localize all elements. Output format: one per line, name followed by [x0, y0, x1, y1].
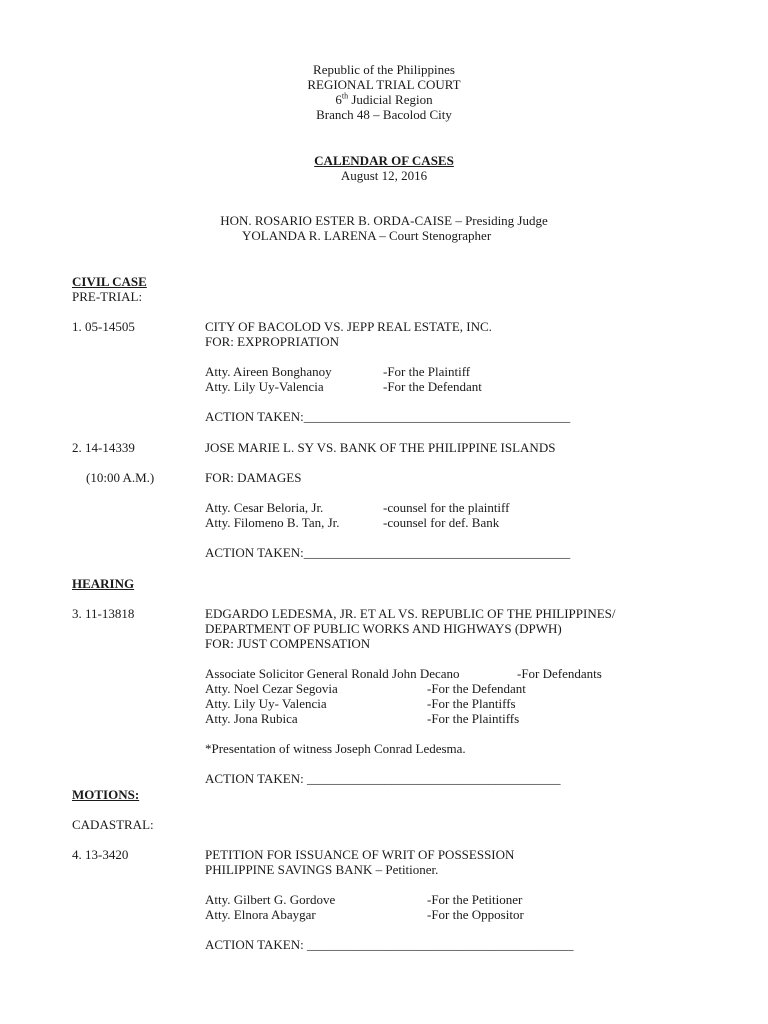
motions-heading: MOTIONS:: [72, 787, 140, 802]
counsel-name: Atty. Aireen Bonghanoy: [205, 364, 332, 379]
counsel-role: -For the Plaintiffs: [427, 711, 520, 726]
case-title-continued: DEPARTMENT OF PUBLIC WORKS AND HIGHWAYS (DPWH): [205, 621, 562, 636]
civil-case-heading: CIVIL CASE: [72, 274, 147, 289]
witness-note: *Presentation of witness Joseph Conrad Ledesma.: [205, 741, 466, 756]
case-nature: FOR: JUST COMPENSATION: [205, 636, 371, 651]
counsel-role: -For the Oppositor: [427, 907, 524, 922]
action-taken-line: ACTION TAKEN:_________________________________________: [205, 545, 571, 560]
region-ordinal: th: [341, 91, 349, 101]
counsel-name: Associate Solicitor General Ronald John Decano: [205, 666, 460, 681]
counsel-role: -counsel for def. Bank: [383, 515, 500, 530]
counsel-name: Atty. Lily Uy-Valencia: [205, 379, 324, 394]
counsel-name: Atty. Cesar Beloria, Jr.: [205, 500, 324, 515]
case-number: 2. 14-14339: [72, 440, 135, 455]
counsel-role: -For the Plaintiff: [383, 364, 471, 379]
counsel-name: Atty. Jona Rubica: [205, 711, 298, 726]
republic-line: Republic of the Philippines: [313, 62, 455, 77]
judicial-region: [0, 92, 768, 107]
counsel-role: -counsel for the plaintiff: [383, 500, 510, 515]
court-stenographer: YOLANDA R. LARENA – Court Stenographer: [242, 228, 492, 243]
counsel-role: -For Defendants: [517, 666, 602, 681]
case-title: JOSE MARIE L. SY VS. BANK OF THE PHILIPPINE ISLANDS: [205, 440, 556, 455]
action-taken-line: ACTION TAKEN:_________________________________________: [205, 409, 571, 424]
case-number: 3. 11-13818: [72, 606, 135, 621]
action-taken-line: ACTION TAKEN: _______________________________________: [205, 771, 561, 786]
case-title: PETITION FOR ISSUANCE OF WRIT OF POSSESSION: [205, 847, 515, 862]
case-number: 4. 13-3420: [72, 847, 129, 862]
presiding-judge: HON. ROSARIO ESTER B. ORDA-CAISE – Presiding Judge: [220, 213, 548, 228]
page-title: CALENDAR OF CASES: [314, 153, 454, 168]
case-number: 1. 05-14505: [72, 319, 135, 334]
counsel-name: Atty. Lily Uy- Valencia: [205, 696, 327, 711]
counsel-name: Atty. Elnora Abaygar: [205, 907, 316, 922]
pre-trial-heading: PRE-TRIAL:: [72, 289, 143, 304]
counsel-name: Atty. Noel Cezar Segovia: [205, 681, 338, 696]
case-time: (10:00 A.M.): [86, 470, 155, 485]
case-title: CITY OF BACOLOD VS. JEPP REAL ESTATE, INC.: [205, 319, 492, 334]
counsel-name: Atty. Filomeno B. Tan, Jr.: [205, 515, 340, 530]
counsel-role: -For the Defendant: [427, 681, 526, 696]
action-taken-line: ACTION TAKEN: _________________________________________: [205, 937, 574, 952]
case-title: EDGARDO LEDESMA, JR. ET AL VS. REPUBLIC OF THE PHILIPPINES/: [205, 606, 616, 621]
counsel-name: Atty. Gilbert G. Gordove: [205, 892, 336, 907]
cadastral-heading: CADASTRAL:: [72, 817, 154, 832]
court-name: REGIONAL TRIAL COURT: [307, 77, 461, 92]
hearing-heading: HEARING: [72, 576, 135, 591]
region-label: Judicial Region: [348, 92, 433, 107]
region-number: 6: [335, 92, 342, 107]
case-nature: FOR: EXPROPRIATION: [205, 334, 339, 349]
counsel-role: -For the Petitioner: [427, 892, 523, 907]
branch-line: Branch 48 – Bacolod City: [316, 107, 452, 122]
case-nature: FOR: DAMAGES: [205, 470, 302, 485]
counsel-role: -For the Defendant: [383, 379, 482, 394]
calendar-date: August 12, 2016: [340, 168, 428, 183]
case-party: PHILIPPINE SAVINGS BANK – Petitioner.: [205, 862, 439, 877]
counsel-role: -For the Plantiffs: [427, 696, 516, 711]
